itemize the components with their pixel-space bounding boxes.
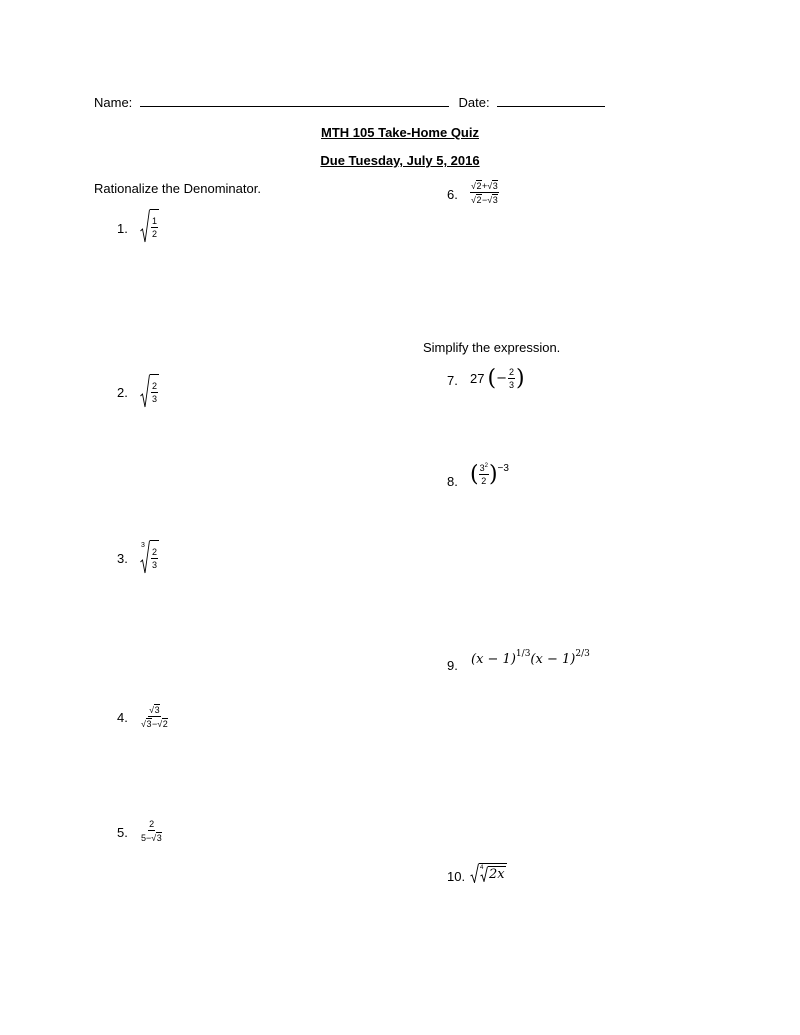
problem-6-number: 6. bbox=[447, 187, 458, 202]
problem-4-den-left: 3 bbox=[146, 719, 152, 729]
problem-7-number: 7. bbox=[447, 373, 458, 388]
section-rationalize: Rationalize the Denominator. bbox=[94, 181, 261, 196]
problem-7-expression: 27 ( − $\frac{2}{3}$ ) bbox=[470, 365, 525, 391]
problem-3-denominator: 3 bbox=[152, 559, 158, 570]
problem-7-numerator: 2 bbox=[508, 367, 514, 377]
fourth-root-radical bbox=[480, 866, 506, 882]
sqrt-radical bbox=[140, 209, 159, 243]
problem-5-operator: − bbox=[146, 833, 152, 843]
problem-6-expression: √ 2 + √ 3 √ 2 − √ 3 bbox=[471, 181, 498, 205]
problem-6-num-left: 2 bbox=[476, 181, 482, 191]
problem-5-numerator: 2 bbox=[149, 819, 155, 829]
problem-6-den-left: 2 bbox=[476, 195, 482, 205]
problem-3-expression bbox=[140, 540, 159, 574]
problem-8-base-exponent: 2 bbox=[484, 463, 488, 469]
problem-4-expression: √ 3 √ 3 − √ 2 bbox=[141, 705, 168, 729]
problem-9-factor-1: (x − 1) bbox=[471, 652, 516, 667]
problem-6-num-op: + bbox=[481, 181, 488, 191]
problem-4-number: 4. bbox=[117, 710, 128, 725]
problem-9-exp1-den: 3 bbox=[524, 649, 531, 659]
problem-1-expression bbox=[140, 209, 159, 243]
problem-5-number: 5. bbox=[117, 825, 128, 840]
problem-9-exp2-num: 2 bbox=[575, 649, 582, 659]
problem-2-number: 2. bbox=[117, 385, 128, 400]
problem-5-den-whole: 5 bbox=[141, 833, 147, 843]
section-simplify: Simplify the expression. bbox=[423, 340, 561, 355]
problem-6-den-op: − bbox=[481, 195, 488, 205]
radical-sign-icon bbox=[140, 209, 150, 243]
radical-sign-icon bbox=[470, 863, 479, 883]
problem-4-den-right: 2 bbox=[162, 719, 168, 729]
cube-root-radical bbox=[140, 540, 159, 574]
problem-3-number: 3. bbox=[117, 551, 128, 566]
problem-5-den-radicand: 3 bbox=[156, 833, 162, 843]
problem-2-denominator: 3 bbox=[152, 393, 158, 404]
problem-8-number: 8. bbox=[447, 474, 458, 489]
problem-1-numerator: 1 bbox=[152, 215, 158, 226]
problem-7-denominator: 3 bbox=[508, 380, 514, 390]
problem-2-numerator: 2 bbox=[152, 380, 158, 391]
problem-8-base: 3 bbox=[479, 463, 485, 473]
problem-9-factor-2: (x − 1) bbox=[530, 652, 576, 667]
quiz-title: MTH 105 Take-Home Quiz bbox=[321, 125, 479, 140]
outer-sqrt-radical bbox=[470, 863, 507, 883]
problem-1-denominator: 2 bbox=[152, 228, 158, 239]
problem-3-index: 3 bbox=[141, 542, 145, 549]
sqrt-radical bbox=[140, 374, 159, 408]
problem-9-exp1-num: 1 bbox=[515, 649, 522, 659]
problem-10-index: 4 bbox=[480, 864, 484, 871]
problem-5-expression: 2 5− √ 3 bbox=[141, 819, 162, 843]
problem-8-denominator: 2 bbox=[481, 476, 487, 486]
problem-2-expression bbox=[140, 374, 159, 408]
problem-7-coefficient: 27 bbox=[470, 371, 485, 386]
problem-4-numerator: 3 bbox=[154, 705, 160, 715]
due-date: Due Tuesday, July 5, 2016 bbox=[320, 153, 480, 168]
problem-6-num-right: 3 bbox=[492, 181, 498, 191]
problem-10-radicand: 2x bbox=[489, 866, 505, 882]
name-blank[interactable] bbox=[140, 96, 449, 107]
problem-9-number: 9. bbox=[447, 658, 458, 673]
problem-9-expression: (x − 1) 1/3 (x − 1) 2/3 bbox=[471, 649, 590, 667]
problem-7-sign: − bbox=[496, 371, 507, 386]
radical-sign-icon bbox=[140, 374, 150, 408]
problem-6-den-right: 3 bbox=[492, 195, 498, 205]
problem-10-number: 10. bbox=[447, 869, 466, 884]
problem-10-expression bbox=[470, 863, 507, 883]
problem-1-number: 1. bbox=[117, 221, 128, 236]
problem-4-operator: − bbox=[151, 719, 158, 729]
problem-9-exp2-den: 3 bbox=[584, 649, 590, 659]
problem-8-expression: ( $\frac{3^2}{2}$ ) −3 bbox=[470, 461, 509, 487]
problem-3-numerator: 2 bbox=[152, 546, 158, 557]
name-row bbox=[94, 95, 605, 111]
date-label: Date: bbox=[458, 95, 490, 110]
problem-8-exponent: −3 bbox=[497, 463, 509, 474]
name-label: Name: bbox=[94, 95, 133, 110]
date-blank[interactable] bbox=[497, 96, 605, 107]
